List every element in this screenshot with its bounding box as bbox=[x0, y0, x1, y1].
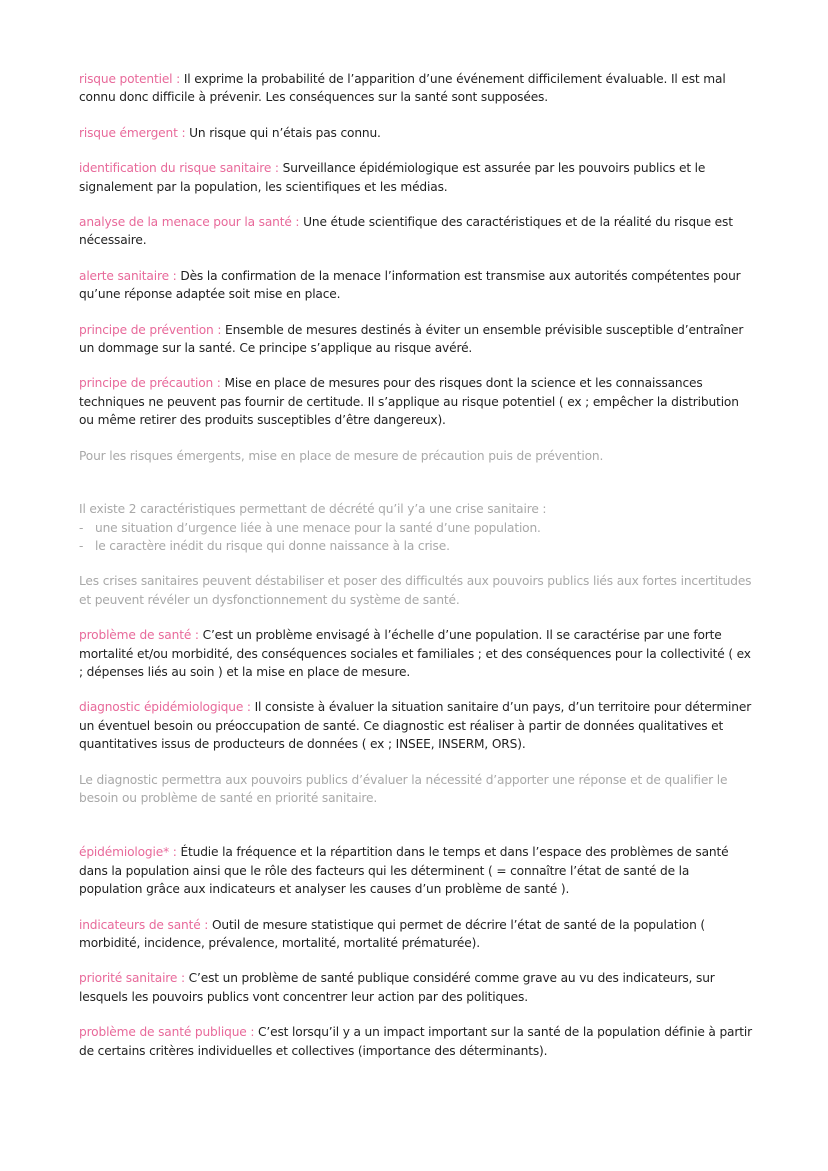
entry-term: risque émergent : bbox=[79, 125, 186, 140]
note-crises-sanitaires: Les crises sanitaires peuvent déstabiliser et poser des difficultés aux pouvoirs publics liés aux fortes incertitudes et peuvent révéler un dysfonctionnement du système de santé. bbox=[79, 574, 752, 607]
entry-definition: Étudie la fréquence et la répartition dans le temps et dans l’espace des problèmes de santé dans la population ainsi que le rôle des facteurs qui les déterminent ( = connaître l’état de santé de la population grâce aux indicateurs et analyser les causes d’un problème de santé ). bbox=[79, 845, 729, 897]
entry-definition: Une étude scientifique des caractéristiques et de la réalité du risque est nécessaire. bbox=[79, 215, 733, 248]
entry-alerte-sanitaire bbox=[79, 267, 754, 304]
entry-term: problème de santé : bbox=[79, 628, 199, 643]
entry-term: principe de précaution : bbox=[79, 376, 221, 391]
entry-definition: C’est lorsqu’il y a un impact important sur la santé de la population définie à partir de certains critères individuelles et collectives (importance des déterminants). bbox=[79, 1025, 752, 1058]
entry-term: principe de prévention : bbox=[79, 322, 222, 337]
entry-definition: Ensemble de mesures destinés à éviter un ensemble prévisible susceptible d’entraîner un dommage sur la santé. Ce principe s’applique au risque avéré. bbox=[79, 322, 744, 356]
entry-term: épidémiologie* : bbox=[79, 845, 177, 860]
entry-diagnostic-epidemiologique bbox=[79, 698, 754, 753]
entry-term: alerte sanitaire : bbox=[79, 268, 177, 283]
entry-term: analyse de la menace pour la santé : bbox=[79, 215, 300, 230]
entry-risque-potentiel bbox=[79, 70, 754, 107]
entry-definition: Mise en place de mesures pour des risques dont la science et les connaissances techniques ne peuvent pas fournir de certitude. Il s’applique au risque potentiel ( ex ; empêcher la distribution ou même retirer des produits susceptibles d’être dangereux). bbox=[79, 376, 739, 428]
entry-principe-prevention bbox=[79, 321, 754, 358]
entry-analyse-menace bbox=[79, 213, 754, 250]
notes-page bbox=[79, 70, 754, 1060]
entry-definition: Un risque qui n’étais pas connu. bbox=[189, 125, 381, 140]
entry-probleme-sante bbox=[79, 626, 754, 681]
entry-term: priorité sanitaire : bbox=[79, 971, 185, 986]
entry-term: risque potentiel : bbox=[79, 72, 181, 86]
note-risques-emergents: Pour les risques émergents, mise en place de mesure de précaution puis de prévention. bbox=[79, 448, 604, 463]
entry-term: identification du risque sanitaire : bbox=[79, 161, 279, 176]
entry-term: diagnostic épidémiologique : bbox=[79, 700, 251, 715]
note-diagnostic: Le diagnostic permettra aux pouvoirs publics d’évaluer la nécessité d’apporter une réponse et de qualifier le besoin ou problème de santé en priorité sanitaire. bbox=[79, 772, 728, 805]
entry-definition: Outil de mesure statistique qui permet de décrire l’état de santé de la population ( morbidité, incidence, prévalence, mortalité, mortalité prématurée). bbox=[79, 917, 706, 950]
entry-term: indicateurs de santé : bbox=[79, 917, 209, 932]
entry-term: problème de santé publique : bbox=[79, 1025, 255, 1040]
crisis-intro: Il existe 2 caractéristiques permettant de décrété qu’il y’a une crise sanitaire : bbox=[79, 502, 547, 517]
entry-definition: Il consiste à évaluer la situation sanitaire d’un pays, d’un territoire pour déterminer un éventuel besoin ou préoccupation de santé. Ce diagnostic est réaliser à partir de données qualitatives et quantitatives issus de producteurs de données ( ex ; INSEE, INSERM, ORS). bbox=[79, 700, 752, 752]
entry-indicateurs-sante bbox=[79, 916, 754, 953]
crisis-section bbox=[79, 500, 754, 555]
entry-epidemiologie bbox=[79, 843, 754, 898]
entry-definition: C’est un problème de santé publique considéré comme grave au vu des indicateurs, sur lesquels les pouvoirs publics vont concentrer leur action par des politiques. bbox=[79, 971, 715, 1004]
entry-priorite-sanitaire bbox=[79, 969, 754, 1006]
entry-definition: Dès la confirmation de la menace l’information est transmise aux autorités compétentes pour qu’une réponse adaptée soit mise en place. bbox=[79, 268, 741, 302]
entry-definition: Surveillance épidémiologique est assurée par les pouvoirs publics et le signalement par la population, les scientifiques et les médias. bbox=[79, 161, 706, 194]
entry-definition: Il exprime la probabilité de l’apparition d’une événement difficilement évaluable. Il est mal connu donc difficile à prévenir. Les conséquences sur la santé sont supposées. bbox=[79, 72, 726, 105]
entry-definition: C’est un problème envisagé à l’échelle d’une population. Il se caractérise par une forte mortalité et/ou morbidité, des conséquences sociales et familiales ; et des conséquences pour la collectivité ( ex ; dépenses liés au soin ) et la mise en place de mesure. bbox=[79, 628, 751, 679]
entry-risque-emergent bbox=[79, 124, 754, 142]
entry-identification-risque bbox=[79, 159, 754, 196]
crisis-list bbox=[79, 519, 754, 556]
entry-principe-precaution bbox=[79, 374, 754, 429]
entry-probleme-sante-publique bbox=[79, 1023, 754, 1060]
list-item: - une situation d’urgence liée à une menace pour la santé d’une population. bbox=[79, 519, 754, 537]
list-item: - le caractère inédit du risque qui donne naissance à la crise. bbox=[79, 537, 754, 555]
